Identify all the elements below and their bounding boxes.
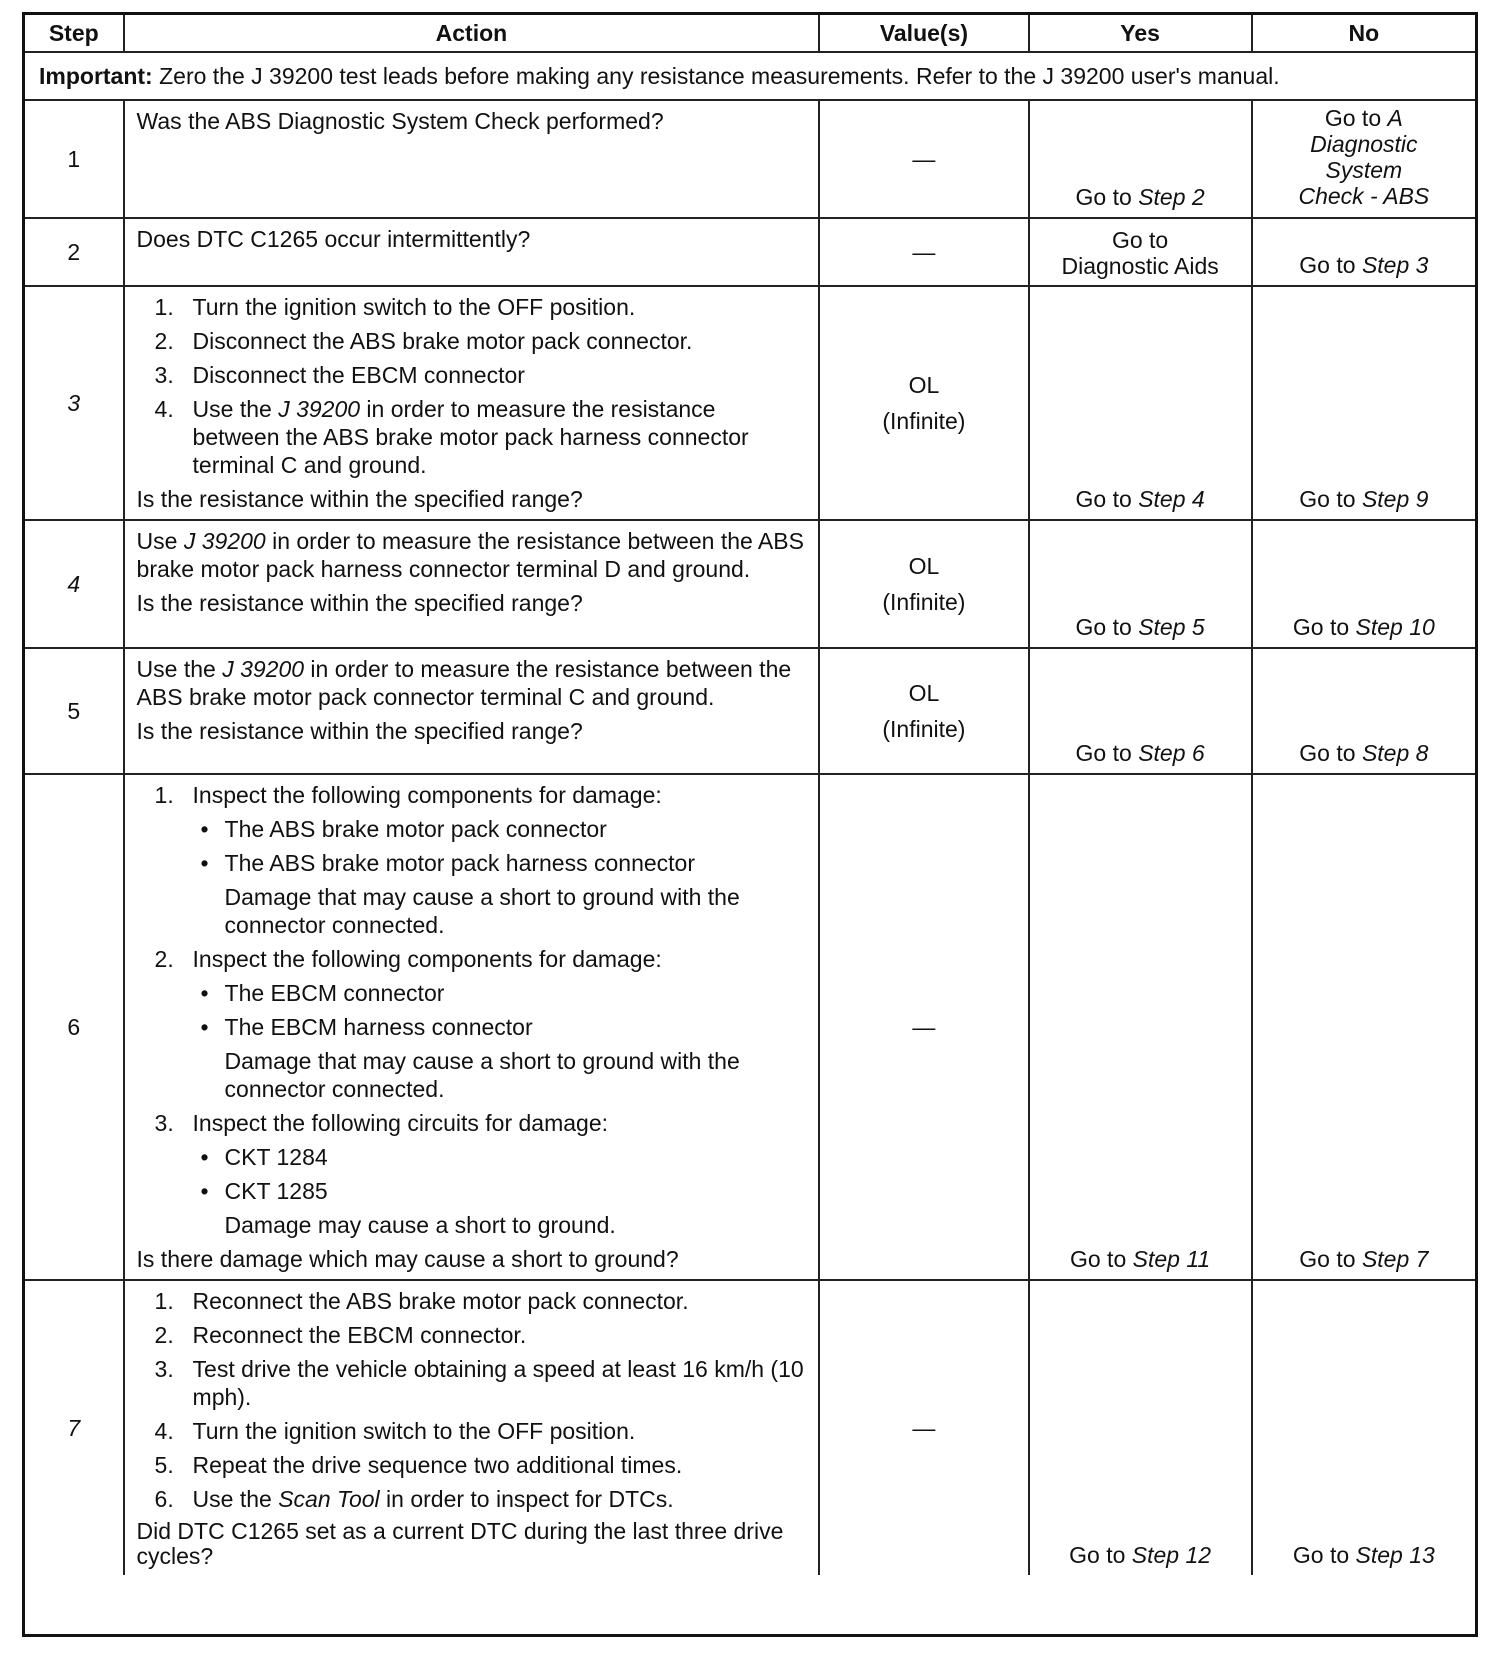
no-prefix: Go to — [1299, 1246, 1362, 1272]
item-text: Inspect the following components for damage: — [192, 946, 662, 972]
important-text: Zero the J 39200 test leads before making any resistance measurements. Refer to the J 39200 user's manual. — [152, 63, 1280, 89]
list-item — [137, 395, 809, 479]
no-prefix: Go to — [1299, 740, 1362, 766]
action-question: Is the resistance within the specified range? — [136, 486, 583, 512]
step-number: 4 — [25, 520, 124, 648]
yes-link[interactable]: Diagnostic Aids — [1061, 253, 1219, 279]
value-cell: — — [819, 1280, 1028, 1575]
table-row — [25, 648, 1475, 774]
yes-step-link[interactable]: Step 4 — [1138, 486, 1205, 512]
yes-prefix: Go to — [1075, 486, 1139, 512]
bullet-list — [193, 1143, 809, 1205]
item-number: 5. — [154, 1452, 174, 1478]
value-cell: — — [819, 774, 1028, 1280]
yes-cell — [1029, 520, 1252, 648]
important-row — [25, 52, 1475, 100]
no-step-link[interactable]: Step 3 — [1361, 252, 1429, 278]
item-number: 4. — [154, 1418, 174, 1444]
item-number: 6. — [154, 1486, 174, 1512]
value-cell — [819, 286, 1028, 520]
header-step: Step — [25, 15, 124, 52]
item-text: Use the — [192, 396, 279, 422]
yes-line: Go to — [1111, 227, 1169, 253]
bullet-item: • The EBCM harness connector — [200, 1014, 533, 1040]
value-line: OL — [908, 372, 940, 398]
tool-name: J 39200 — [278, 396, 361, 422]
diagnostic-table — [25, 15, 1475, 1575]
list-item — [137, 1417, 809, 1445]
yes-step-link[interactable]: Step 6 — [1138, 740, 1205, 766]
list-item — [137, 327, 809, 355]
item-text: Turn the ignition switch to the OFF position. — [192, 294, 636, 320]
bullet-text: The EBCM connector — [224, 980, 445, 1006]
yes-prefix: Go to — [1075, 184, 1139, 210]
action-text-part: Use — [136, 528, 184, 554]
action-question: Did DTC C1265 set as a current DTC during the last three drive cycles? — [136, 1518, 784, 1569]
no-cell — [1252, 1280, 1475, 1575]
bullet-text: The EBCM harness connector — [224, 1014, 533, 1040]
table-row — [25, 1280, 1475, 1575]
yes-prefix: Go to — [1069, 1542, 1132, 1568]
bullet-list — [193, 979, 809, 1041]
action-text-part: in order to measure the resistance between the ABS brake motor pack connector terminal C and ground. — [136, 656, 792, 710]
table-row — [25, 520, 1475, 648]
yes-prefix: Go to — [1075, 740, 1139, 766]
yes-prefix: Go to — [1075, 614, 1139, 640]
action-text-part: in order to measure the resistance between the ABS brake motor pack harness connector terminal D and ground. — [136, 528, 804, 582]
no-step-link[interactable]: Step 8 — [1361, 740, 1429, 766]
list-item — [137, 1287, 809, 1315]
list-item — [137, 1109, 809, 1239]
tool-name: Scan Tool — [278, 1486, 380, 1512]
value-line: (Infinite) — [882, 589, 966, 615]
no-prefix: Go to — [1299, 486, 1362, 512]
step-number: 1 — [25, 100, 124, 218]
no-prefix: Go to — [1292, 1542, 1356, 1568]
item-text: Use the — [192, 1486, 279, 1512]
no-prefix: Go to — [1292, 614, 1356, 640]
header-yes: Yes — [1029, 15, 1252, 52]
bullet-item: • The ABS brake motor pack harness connector — [200, 850, 695, 876]
item-number: 1. — [154, 294, 174, 320]
value-line: OL — [908, 553, 940, 579]
yes-cell — [1029, 218, 1252, 286]
no-cell — [1252, 774, 1475, 1280]
bullet-text: The ABS brake motor pack harness connector — [224, 850, 695, 876]
table-row — [25, 286, 1475, 520]
action-steps — [137, 293, 809, 479]
item-text: Turn the ignition switch to the OFF position. — [192, 1418, 636, 1444]
header-values: Value(s) — [819, 15, 1028, 52]
action-cell — [124, 100, 820, 218]
list-item — [137, 361, 809, 389]
item-note: Damage that may cause a short to ground with the connector connected. — [224, 884, 740, 938]
step-number: 2 — [25, 218, 124, 286]
bullet-text: CKT 1284 — [224, 1144, 328, 1170]
action-cell — [124, 520, 820, 648]
item-number: 4. — [154, 396, 174, 422]
action-cell — [124, 286, 820, 520]
item-number: 1. — [154, 782, 174, 808]
step-number: 6 — [25, 774, 124, 1280]
list-item — [137, 293, 809, 321]
list-item — [137, 1321, 809, 1349]
action-cell — [124, 1280, 820, 1575]
no-step-link[interactable]: Step 9 — [1361, 486, 1429, 512]
action-question: Was the ABS Diagnostic System Check performed? — [136, 108, 664, 134]
item-text: Inspect the following circuits for damage: — [192, 1110, 609, 1136]
list-item — [137, 1451, 809, 1479]
table-row — [25, 100, 1475, 218]
action-question: Is there damage which may cause a short to ground? — [136, 1246, 679, 1272]
action-text — [137, 527, 809, 583]
yes-step-link[interactable]: Step 5 — [1138, 614, 1205, 640]
list-item — [137, 781, 809, 939]
no-prefix: Go to — [1299, 252, 1362, 278]
item-number: 3. — [154, 362, 174, 388]
step-number: 7 — [25, 1280, 124, 1575]
bullet-list — [193, 815, 809, 877]
no-prefix: Go to — [1324, 105, 1388, 131]
item-note: Damage that may cause a short to ground with the connector connected. — [224, 1048, 740, 1102]
action-question: Does DTC C1265 occur intermittently? — [136, 226, 531, 252]
list-item — [137, 945, 809, 1103]
no-step-link[interactable]: Step 10 — [1355, 614, 1435, 640]
tool-name: J 39200 — [222, 656, 305, 682]
action-cell — [124, 648, 820, 774]
value-cell — [819, 520, 1028, 648]
bullet-item: • CKT 1285 — [200, 1178, 328, 1204]
action-steps — [137, 1287, 809, 1513]
no-ref-line[interactable]: System — [1325, 157, 1403, 183]
item-text: Disconnect the ABS brake motor pack connector. — [192, 328, 693, 354]
item-note: Damage may cause a short to ground. — [224, 1212, 616, 1238]
bullet-item: • The EBCM connector — [200, 980, 445, 1006]
item-number: 3. — [154, 1356, 174, 1382]
header-no: No — [1252, 15, 1475, 52]
value-cell: — — [819, 100, 1028, 218]
yes-prefix: Go to — [1069, 1246, 1133, 1272]
diagnostic-table-frame — [22, 12, 1478, 1637]
table-row — [25, 218, 1475, 286]
important-label: Important: — [39, 63, 153, 89]
yes-step-link[interactable]: Step 2 — [1138, 184, 1205, 210]
item-number: 2. — [154, 328, 174, 354]
item-text: Reconnect the EBCM connector. — [192, 1322, 527, 1348]
action-steps — [137, 781, 809, 1239]
no-cell — [1252, 286, 1475, 520]
yes-cell — [1029, 100, 1252, 218]
no-step-link[interactable]: Step 7 — [1361, 1246, 1429, 1272]
step-number: 3 — [25, 286, 124, 520]
table-row — [25, 774, 1475, 1280]
no-cell — [1252, 648, 1475, 774]
bullet-item: • CKT 1284 — [200, 1144, 328, 1170]
bullet-text: CKT 1285 — [224, 1178, 328, 1204]
step-number: 5 — [25, 648, 124, 774]
no-cell — [1252, 218, 1475, 286]
yes-cell — [1029, 774, 1252, 1280]
value-cell — [819, 648, 1028, 774]
value-line: (Infinite) — [882, 716, 966, 742]
action-cell — [124, 218, 820, 286]
no-ref-line[interactable]: Diagnostic — [1310, 131, 1418, 157]
no-cell — [1252, 100, 1475, 218]
item-text: Repeat the drive sequence two additional times. — [192, 1452, 683, 1478]
yes-step-link[interactable]: Step 12 — [1131, 1542, 1212, 1568]
action-question: Is the resistance within the specified range? — [136, 590, 583, 616]
action-text-part: Use the — [136, 656, 223, 682]
header-action: Action — [124, 15, 820, 52]
value-line: (Infinite) — [882, 408, 966, 434]
yes-step-link[interactable]: Step 11 — [1132, 1246, 1211, 1272]
list-item — [137, 1485, 809, 1513]
item-text: Disconnect the EBCM connector — [192, 362, 525, 388]
action-text — [137, 655, 809, 711]
item-text: in order to inspect for DTCs. — [379, 1486, 674, 1512]
no-ref-line[interactable]: Check - ABS — [1298, 183, 1430, 209]
yes-cell — [1029, 286, 1252, 520]
yes-cell — [1029, 1280, 1252, 1575]
value-line: OL — [908, 680, 940, 706]
item-text: Test drive the vehicle obtaining a speed at least 16 km/h (10 mph). — [192, 1356, 804, 1410]
important-note — [25, 52, 1475, 100]
no-cell — [1252, 520, 1475, 648]
header-row — [25, 15, 1475, 52]
no-step-link[interactable]: Step 13 — [1355, 1542, 1435, 1568]
item-number: 2. — [154, 1322, 174, 1348]
action-question: Is the resistance within the specified range? — [136, 718, 583, 744]
value-cell: — — [819, 218, 1028, 286]
item-text: Reconnect the ABS brake motor pack connector. — [192, 1288, 689, 1314]
item-number: 1. — [154, 1288, 174, 1314]
bullet-item: • The ABS brake motor pack connector — [200, 816, 607, 842]
tool-name: J 39200 — [183, 528, 266, 554]
item-text: Inspect the following components for damage: — [192, 782, 662, 808]
bullet-text: The ABS brake motor pack connector — [224, 816, 607, 842]
list-item — [137, 1355, 809, 1411]
item-number: 3. — [154, 1110, 174, 1136]
no-ref-line[interactable]: A — [1387, 105, 1403, 131]
action-cell — [124, 774, 820, 1280]
item-text: in order to measure the resistance between the ABS brake motor pack harness connector terminal C and ground. — [192, 396, 749, 478]
yes-cell — [1029, 648, 1252, 774]
item-number: 2. — [154, 946, 174, 972]
